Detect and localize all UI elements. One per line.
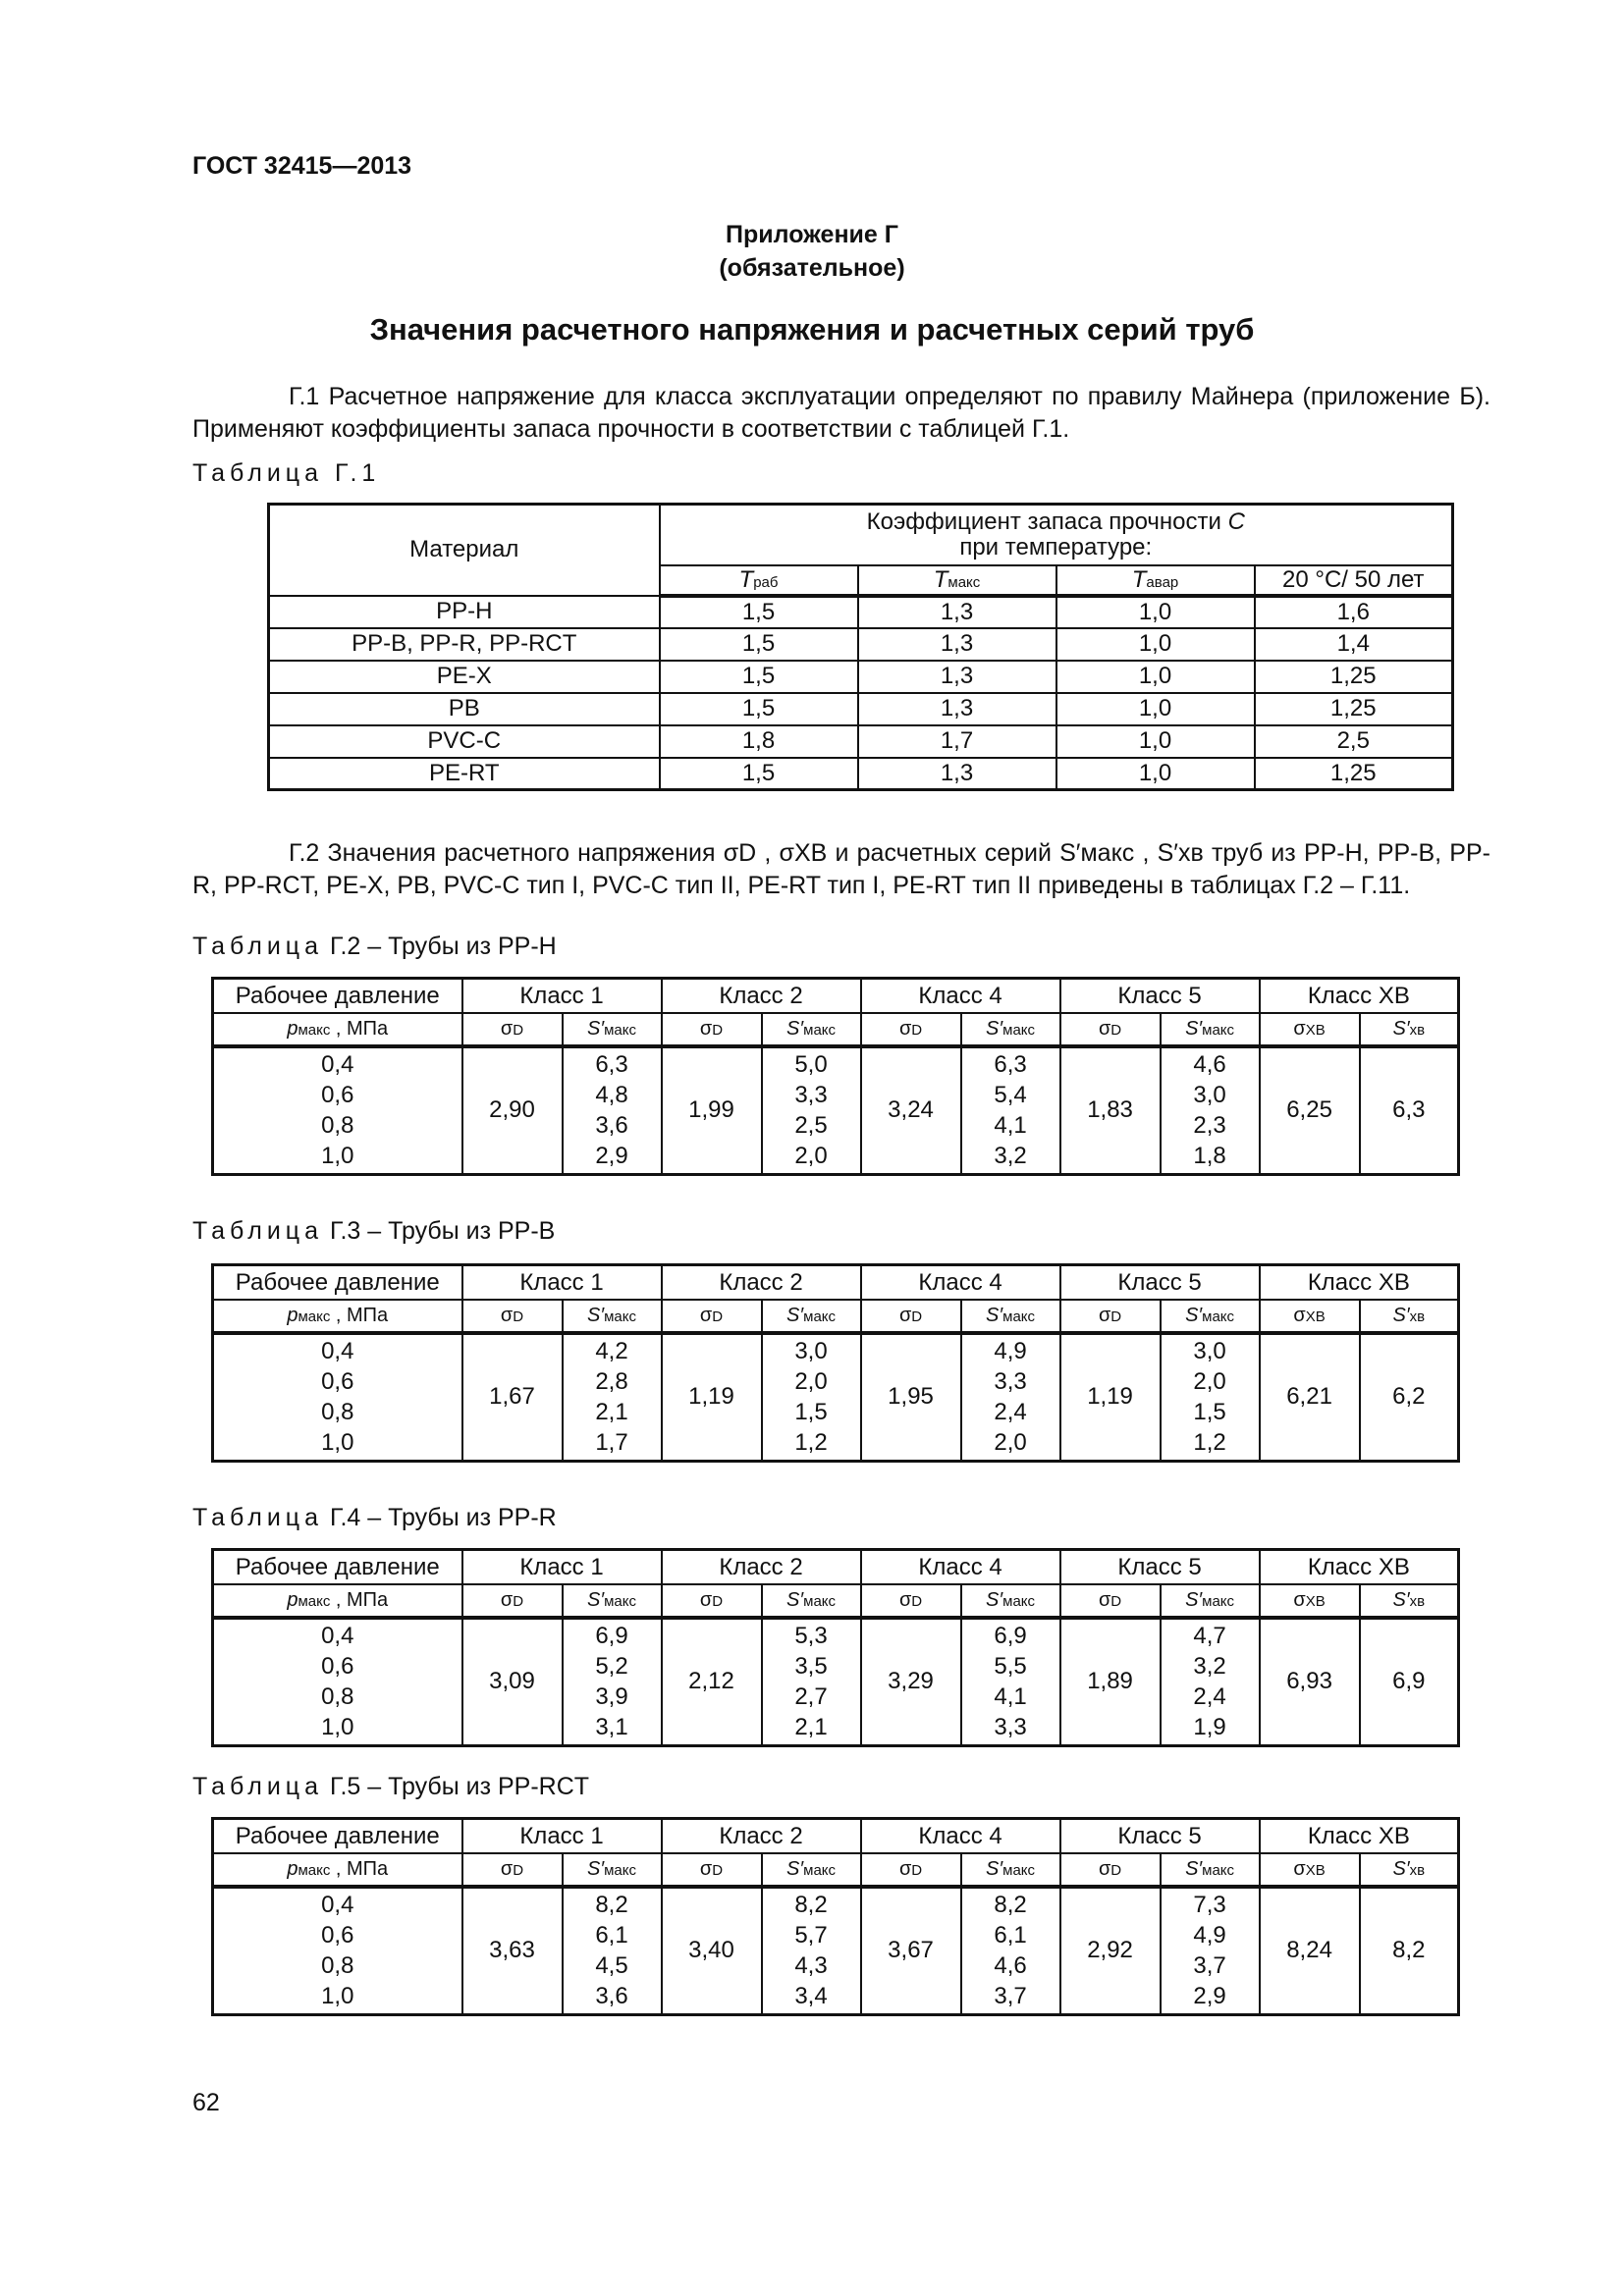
s-xb-head: S′хв <box>1360 1584 1459 1618</box>
sigma-d-head: σD <box>1060 1300 1161 1333</box>
sigma-d-head: σD <box>1060 1584 1161 1618</box>
class-head: Класс 2 <box>662 1265 861 1301</box>
table1-head-coef: Коэффициент запаса прочности C при температуре: <box>660 505 1453 565</box>
sigma-d-head: σD <box>662 1584 762 1618</box>
series-value: 2,5 <box>794 1112 828 1140</box>
s-xb-head: S′хв <box>1360 1853 1459 1887</box>
paragraph-g1 <box>192 381 1490 446</box>
series-value: 5,2 <box>595 1653 628 1681</box>
table1-value-cell: 1,0 <box>1056 596 1255 628</box>
class-head: Класс 2 <box>662 1550 861 1585</box>
table1-row <box>269 758 1453 790</box>
series-value: 8,2 <box>794 1892 828 1919</box>
sigma-d-head: σD <box>462 1584 563 1618</box>
table1-value-cell: 1,7 <box>858 725 1056 758</box>
pressure-values <box>213 1046 462 1174</box>
sigma-d-value: 3,67 <box>861 1887 961 2014</box>
table1-value-cell: 1,0 <box>1056 758 1255 790</box>
class-head: Класс ХВ <box>1260 1265 1459 1301</box>
table1-value-cell: 1,25 <box>1255 758 1453 790</box>
paragraph-g1-text: Г.1 Расчетное напряжение для класса эксплуатации определяют по правилу Майнера (приложение Б). Применяют коэффициенты запаса прочности в соответствии с таблицей Г.1. <box>192 383 1490 443</box>
series-value: 1,2 <box>794 1429 828 1457</box>
table1-col-tavar: Tавар <box>1056 565 1255 596</box>
table1-material-cell: PP-H <box>269 596 660 628</box>
series-value: 3,3 <box>994 1714 1027 1741</box>
pressure-value: 1,0 <box>321 1143 354 1170</box>
series-values <box>1161 1333 1260 1461</box>
sigma-d-value: 3,29 <box>861 1618 961 1745</box>
series-value: 1,7 <box>595 1429 628 1457</box>
s-max-head: S′макс <box>563 1584 662 1618</box>
pressure-value: 1,0 <box>321 1429 354 1457</box>
pressure-value: 0,4 <box>321 1051 354 1079</box>
class-head: Класс 5 <box>1060 1819 1260 1854</box>
series-values <box>563 1887 662 2014</box>
sigma-d-value: 1,67 <box>462 1333 563 1461</box>
s-max-head: S′макс <box>563 1300 662 1333</box>
series-value: 2,1 <box>794 1714 828 1741</box>
table1-row <box>269 725 1453 758</box>
table1-head-material: Материал <box>269 505 660 596</box>
sigma-d-head: σD <box>462 1300 563 1333</box>
table1-material-cell: PE-RT <box>269 758 660 790</box>
appendix-heading <box>0 218 1624 285</box>
series-value: 3,9 <box>595 1683 628 1711</box>
series-value: 3,4 <box>794 1983 828 2010</box>
class-head: Класс 5 <box>1060 1550 1260 1585</box>
pressure-values <box>213 1618 462 1745</box>
paragraph-g2 <box>192 837 1490 902</box>
s-max-head: S′макс <box>961 1300 1060 1333</box>
class-head: Класс 4 <box>861 1819 1060 1854</box>
table1-value-cell: 1,5 <box>660 628 858 661</box>
series-values <box>563 1046 662 1174</box>
pressure-head-line2: pмакс , МПа <box>213 1853 462 1887</box>
sigma-xb-head: σXB <box>1260 1300 1360 1333</box>
series-value: 5,5 <box>994 1653 1027 1681</box>
class-head: Класс ХВ <box>1260 1819 1459 1854</box>
series-value: 2,4 <box>1193 1683 1226 1711</box>
s-max-head: S′макс <box>1161 1013 1260 1046</box>
series-value: 5,7 <box>794 1922 828 1949</box>
sigma-d-value: 3,24 <box>861 1046 961 1174</box>
sigma-d-value: 1,19 <box>1060 1333 1161 1461</box>
sigma-xb-value: 6,25 <box>1260 1046 1360 1174</box>
series-values <box>961 1046 1060 1174</box>
class-head: Класс 1 <box>462 1819 662 1854</box>
series-values <box>961 1618 1060 1745</box>
class-table <box>211 1263 1460 1463</box>
pressure-value: 0,8 <box>321 1683 354 1711</box>
sigma-xb-value: 8,24 <box>1260 1887 1360 2014</box>
table1-caption: Таблица Г.1 <box>192 459 381 487</box>
series-value: 1,5 <box>794 1399 828 1426</box>
series-value: 3,7 <box>1193 1952 1226 1980</box>
sigma-d-value: 1,89 <box>1060 1618 1161 1745</box>
sigma-d-head: σD <box>861 1853 961 1887</box>
series-value: 3,7 <box>994 1983 1027 2010</box>
pressure-value: 0,4 <box>321 1338 354 1365</box>
s-max-head: S′макс <box>961 1584 1060 1618</box>
series-value: 6,3 <box>595 1051 628 1079</box>
series-values <box>762 1887 861 2014</box>
series-value: 3,3 <box>994 1368 1027 1396</box>
series-value: 6,9 <box>994 1623 1027 1650</box>
sigma-xb-value: 6,93 <box>1260 1618 1360 1745</box>
series-value: 3,0 <box>794 1338 828 1365</box>
sigma-d-head: σD <box>861 1300 961 1333</box>
series-value: 1,2 <box>1193 1429 1226 1457</box>
sigma-d-head: σD <box>861 1013 961 1046</box>
series-value: 2,0 <box>994 1429 1027 1457</box>
series-value: 4,2 <box>595 1338 628 1365</box>
sigma-d-value: 1,83 <box>1060 1046 1161 1174</box>
sigma-d-head: σD <box>462 1853 563 1887</box>
class-head: Класс 2 <box>662 979 861 1014</box>
table-g1 <box>267 503 1454 791</box>
series-values <box>563 1333 662 1461</box>
s-max-head: S′макс <box>762 1853 861 1887</box>
series-values <box>563 1618 662 1745</box>
class-table <box>211 1548 1460 1747</box>
pressure-head-line1: Рабочее давление <box>213 1550 462 1585</box>
sigma-d-head: σD <box>662 1013 762 1046</box>
pressure-value: 0,8 <box>321 1952 354 1980</box>
class-head: Класс 5 <box>1060 1265 1260 1301</box>
s-max-head: S′макс <box>1161 1300 1260 1333</box>
series-value: 2,4 <box>994 1399 1027 1426</box>
class-head: Класс 5 <box>1060 979 1260 1014</box>
series-value: 8,2 <box>595 1892 628 1919</box>
series-value: 4,6 <box>994 1952 1027 1980</box>
table1-row <box>269 661 1453 693</box>
sigma-d-value: 1,19 <box>662 1333 762 1461</box>
series-value: 4,1 <box>994 1112 1027 1140</box>
series-value: 6,1 <box>595 1922 628 1949</box>
sigma-xb-value: 6,21 <box>1260 1333 1360 1461</box>
paragraph-g2-text: Г.2 Значения расчетного напряжения σD , σXB и расчетных серий S′макс , S′хв труб из PP-H, PP-B, PP-R, PP-RCT, PE-X, PB, PVC-C тип I, PVC-C тип II, PE-RT тип I, PE-RT тип II приведены в таблицах Г.2 – Г.11. <box>192 839 1490 899</box>
s-max-head: S′макс <box>563 1013 662 1046</box>
table1-row <box>269 628 1453 661</box>
series-value: 2,0 <box>794 1143 828 1170</box>
class-head: Класс ХВ <box>1260 1550 1459 1585</box>
series-value: 3,1 <box>595 1714 628 1741</box>
sigma-d-head: σD <box>662 1300 762 1333</box>
table1-value-cell: 1,5 <box>660 596 858 628</box>
series-value: 2,0 <box>794 1368 828 1396</box>
series-value: 4,1 <box>994 1683 1027 1711</box>
table1-material-cell: PE-X <box>269 661 660 693</box>
series-value: 3,2 <box>1193 1653 1226 1681</box>
pressure-value: 1,0 <box>321 1983 354 2010</box>
series-value: 3,6 <box>595 1983 628 2010</box>
table1-material-cell: PB <box>269 693 660 725</box>
table1-value-cell: 1,5 <box>660 758 858 790</box>
table1-value-cell: 1,3 <box>858 628 1056 661</box>
series-value: 8,2 <box>994 1892 1027 1919</box>
series-value: 3,0 <box>1193 1338 1226 1365</box>
series-value: 4,7 <box>1193 1623 1226 1650</box>
pressure-value: 0,6 <box>321 1653 354 1681</box>
series-value: 3,0 <box>1193 1082 1226 1109</box>
pressure-head-line1: Рабочее давление <box>213 1265 462 1301</box>
s-max-head: S′макс <box>762 1013 861 1046</box>
sigma-d-head: σD <box>1060 1853 1161 1887</box>
table-caption: Таблица Г.5 – Трубы из PP-RCT <box>192 1773 590 1800</box>
series-value: 4,5 <box>595 1952 628 1980</box>
table1-col-20c: 20 °C/ 50 лет <box>1255 565 1453 596</box>
table1-value-cell: 1,25 <box>1255 661 1453 693</box>
series-values <box>762 1046 861 1174</box>
table1-value-cell: 1,5 <box>660 661 858 693</box>
table1-value-cell: 1,5 <box>660 693 858 725</box>
s-max-head: S′макс <box>563 1853 662 1887</box>
series-value: 7,3 <box>1193 1892 1226 1919</box>
page-number: 62 <box>192 2089 220 2116</box>
sigma-d-value: 1,99 <box>662 1046 762 1174</box>
pressure-value: 0,6 <box>321 1922 354 1949</box>
table1-value-cell: 1,4 <box>1255 628 1453 661</box>
table1-col-tmax: Tмакс <box>858 565 1056 596</box>
series-values <box>762 1618 861 1745</box>
appendix-title: Приложение Г <box>726 221 898 248</box>
class-head: Класс 4 <box>861 979 1060 1014</box>
series-value: 4,3 <box>794 1952 828 1980</box>
s-max-head: S′макс <box>1161 1584 1260 1618</box>
sigma-d-value: 3,40 <box>662 1887 762 2014</box>
table1-value-cell: 1,3 <box>858 596 1056 628</box>
series-value: 2,3 <box>1193 1112 1226 1140</box>
table1-row <box>269 596 1453 628</box>
table1-value-cell: 1,0 <box>1056 693 1255 725</box>
table1-value-cell: 1,8 <box>660 725 858 758</box>
class-head: Класс 2 <box>662 1819 861 1854</box>
sigma-d-head: σD <box>1060 1013 1161 1046</box>
sigma-d-head: σD <box>861 1584 961 1618</box>
table1-value-cell: 1,25 <box>1255 693 1453 725</box>
series-values <box>762 1333 861 1461</box>
class-table <box>211 1817 1460 2016</box>
pressure-value: 0,4 <box>321 1623 354 1650</box>
series-value: 2,9 <box>595 1143 628 1170</box>
appendix-status: (обязательное) <box>719 254 905 282</box>
s-xb-value: 6,9 <box>1360 1618 1459 1745</box>
pressure-values <box>213 1333 462 1461</box>
series-value: 4,9 <box>1193 1922 1226 1949</box>
s-max-head: S′макс <box>762 1584 861 1618</box>
table1-value-cell: 1,3 <box>858 661 1056 693</box>
sigma-xb-head: σXB <box>1260 1584 1360 1618</box>
sigma-d-value: 2,90 <box>462 1046 563 1174</box>
pressure-value: 0,8 <box>321 1399 354 1426</box>
s-xb-value: 6,3 <box>1360 1046 1459 1174</box>
table-caption: Таблица Г.2 – Трубы из PP-H <box>192 933 557 960</box>
table1-row <box>269 693 1453 725</box>
pressure-value: 0,4 <box>321 1892 354 1919</box>
series-value: 5,0 <box>794 1051 828 1079</box>
table1-value-cell: 1,3 <box>858 758 1056 790</box>
s-xb-head: S′хв <box>1360 1300 1459 1333</box>
sigma-d-value: 2,92 <box>1060 1887 1161 2014</box>
pressure-head-line2: pмакс , МПа <box>213 1584 462 1618</box>
series-values <box>1161 1887 1260 2014</box>
series-value: 4,8 <box>595 1082 628 1109</box>
table1-col-trab: Tраб <box>660 565 858 596</box>
s-xb-value: 6,2 <box>1360 1333 1459 1461</box>
standard-header: ГОСТ 32415—2013 <box>192 152 412 180</box>
table1-value-cell: 1,0 <box>1056 628 1255 661</box>
table1-value-cell: 1,0 <box>1056 661 1255 693</box>
class-head: Класс 4 <box>861 1265 1060 1301</box>
table-caption: Таблица Г.4 – Трубы из PP-R <box>192 1504 557 1531</box>
series-value: 2,7 <box>794 1683 828 1711</box>
series-value: 2,8 <box>595 1368 628 1396</box>
series-values <box>1161 1046 1260 1174</box>
pressure-head-line1: Рабочее давление <box>213 1819 462 1854</box>
class-table <box>211 977 1460 1176</box>
series-value: 1,9 <box>1193 1714 1226 1741</box>
table-caption: Таблица Г.3 – Трубы из PP-B <box>192 1217 556 1245</box>
series-value: 4,9 <box>994 1338 1027 1365</box>
s-max-head: S′макс <box>1161 1853 1260 1887</box>
table1-value-cell: 1,6 <box>1255 596 1453 628</box>
series-value: 1,8 <box>1193 1143 1226 1170</box>
pressure-head-line2: pмакс , МПа <box>213 1013 462 1046</box>
sigma-d-head: σD <box>462 1013 563 1046</box>
sigma-d-value: 1,95 <box>861 1333 961 1461</box>
sigma-d-value: 2,12 <box>662 1618 762 1745</box>
table1-value-cell: 2,5 <box>1255 725 1453 758</box>
series-value: 3,6 <box>595 1112 628 1140</box>
pressure-head-line2: pмакс , МПа <box>213 1300 462 1333</box>
pressure-values <box>213 1887 462 2014</box>
pressure-value: 1,0 <box>321 1714 354 1741</box>
class-head: Класс 1 <box>462 979 662 1014</box>
series-value: 6,9 <box>595 1623 628 1650</box>
series-value: 5,4 <box>994 1082 1027 1109</box>
sigma-d-value: 3,63 <box>462 1887 563 2014</box>
series-value: 2,9 <box>1193 1983 1226 2010</box>
s-max-head: S′макс <box>762 1300 861 1333</box>
series-values <box>1161 1618 1260 1745</box>
class-head: Класс 4 <box>861 1550 1060 1585</box>
sigma-d-head: σD <box>662 1853 762 1887</box>
series-value: 6,1 <box>994 1922 1027 1949</box>
section-title: Значения расчетного напряжения и расчетных серий труб <box>369 312 1255 347</box>
table1-value-cell: 1,0 <box>1056 725 1255 758</box>
series-value: 3,5 <box>794 1653 828 1681</box>
series-values <box>961 1887 1060 2014</box>
series-value: 3,2 <box>994 1143 1027 1170</box>
table1-value-cell: 1,3 <box>858 693 1056 725</box>
table1-material-cell: PP-B, PP-R, PP-RCT <box>269 628 660 661</box>
series-value: 6,3 <box>994 1051 1027 1079</box>
class-head: Класс ХВ <box>1260 979 1459 1014</box>
s-max-head: S′макс <box>961 1853 1060 1887</box>
pressure-head-line1: Рабочее давление <box>213 979 462 1014</box>
series-value: 3,3 <box>794 1082 828 1109</box>
pressure-value: 0,6 <box>321 1082 354 1109</box>
table1-material-cell: PVC-C <box>269 725 660 758</box>
pressure-value: 0,8 <box>321 1112 354 1140</box>
sigma-xb-head: σXB <box>1260 1013 1360 1046</box>
pressure-value: 0,6 <box>321 1368 354 1396</box>
class-head: Класс 1 <box>462 1550 662 1585</box>
series-value: 2,1 <box>595 1399 628 1426</box>
sigma-d-value: 3,09 <box>462 1618 563 1745</box>
s-xb-head: S′хв <box>1360 1013 1459 1046</box>
series-value: 4,6 <box>1193 1051 1226 1079</box>
sigma-xb-head: σXB <box>1260 1853 1360 1887</box>
s-xb-value: 8,2 <box>1360 1887 1459 2014</box>
series-value: 5,3 <box>794 1623 828 1650</box>
series-value: 1,5 <box>1193 1399 1226 1426</box>
s-max-head: S′макс <box>961 1013 1060 1046</box>
series-value: 2,0 <box>1193 1368 1226 1396</box>
series-values <box>961 1333 1060 1461</box>
class-head: Класс 1 <box>462 1265 662 1301</box>
